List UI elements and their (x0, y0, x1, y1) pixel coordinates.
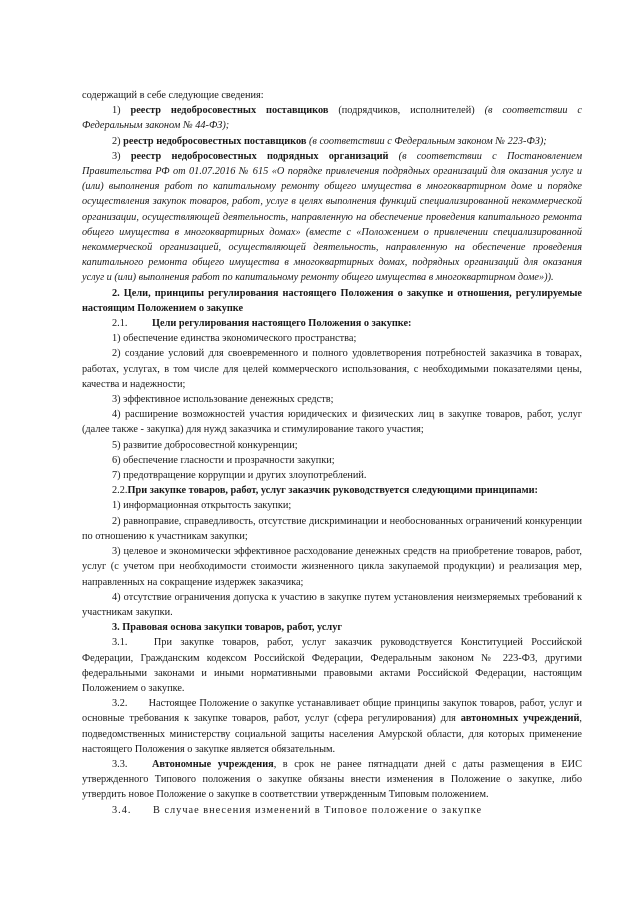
goal-item: 4) расширение возможностей участия юридических и физических лиц в закупке товаров, работ, услуг (далее также - закупка) для нужд заказчика и стимулирование такого участия; (82, 409, 582, 436)
principle-item: 1) информационная открытость закупки; (112, 500, 292, 512)
principle-item: 2) равноправие, справедливость, отсутствие дискриминации и необоснованных ограничений конкуренции по отношению к участникам закупки; (82, 515, 582, 542)
paragraph-3-1: 3.1. При закупке товаров, работ, услуг заказчик руководствуется Конституцией Российской Федерации, Гражданским кодексом Российской Федерации, Федеральным законом № 223-ФЗ, другими федеральными законами и иными нормативными правовыми актами Российской Федерации, настоящим Положением о закупке. (82, 637, 582, 694)
goal-item: 6) обеспечение гласности и прозрачности закупки; (112, 454, 335, 466)
registry-item-3: 3) реестр недобросовестных подрядных организаций (в соответствии с Постановлением Правительства РФ от 01.07.2016 № 615 «О порядке привлечения подрядных организаций для оказания услуг и (или) выполнения работ по капитальному ремонту общего имущества в многоквартирном доме и порядке осуществления закупок товаров, работ, услуг в целях выполнения функций специализированной некоммерческой организации, осуществляющей деятельность, направленную на обеспечение проведения капитального ремонта общего имущества в многоквартирных домах» (вместе с «Положением о привлечении специализированной некоммерческой организацией, осуществляющей деятельность, направленную на обеспечение проведения капитального ремонта общего имущества в многоквартирных домах, подрядных организаций для оказания услуг и (или) выполнения работ по капитальному ремонту общего имущества в многоквартирном доме»)). (82, 150, 583, 284)
paragraph-3-2: 3.2. Настоящее Положение о закупке устанавливает общие принципы закупок товаров, работ, услуг и основные требования к закупке товаров, работ, услуг (сфера регулирования) для автономных учреждений, подведомственных министерству социальной защиты населения Амурской области, для которых применение настоящего Положения о закупке является обязательным. (82, 698, 582, 755)
goal-item: 1) обеспечение единства экономического пространства; (112, 333, 357, 345)
principle-item: 4) отсутствие ограничения допуска к участию в закупке путем установления неизмеряемых требований к участникам закупки. (82, 591, 582, 618)
goal-item: 3) эффективное использование денежных средств; (112, 394, 334, 406)
intro-line: содержащий в себе следующие сведения: (82, 90, 264, 101)
subsection-2-2-heading: 2.2.При закупке товаров, работ, услуг заказчик руководствуется следующими принципами: (112, 485, 538, 497)
goal-item: 2) создание условий для своевременного и полного удовлетворения потребностей заказчика в товарах, работах, услугах, в том числе для целей коммерческого использования, с необходимыми показателями цены, качества и надежности; (82, 348, 582, 390)
goal-item: 7) предотвращение коррупции и других злоупотреблений. (112, 470, 367, 482)
goal-item: 5) развитие добросовестной конкуренции; (112, 439, 298, 451)
paragraph-3-3: 3.3. Автономные учреждения, в срок не ранее пятнадцати дней с даты размещения в ЕИС утвержденного Типового положения о закупке обязаны внести изменения в Положение о закупке, либо утвердить новое Положение о закупке в соответствии утвержденным Типовым положением. (82, 758, 582, 801)
section-2-heading: 2. Цели, принципы регулирования настоящего Положения о закупке и отношения, регулируемые настоящим Положением о закупке (82, 287, 582, 314)
principle-item: 3) целевое и экономически эффективное расходование денежных средств на приобретение товаров, работ, услуг (с учетом при необходимости стоимости жизненного цикла закупаемой продукции) и реализация мер, направленных на сокращение издержек заказчика; (82, 546, 582, 588)
subsection-2-1-heading: 2.1. Цели регулирования настоящего Положения о закупке: (112, 318, 412, 330)
document-page (82, 88, 582, 818)
registry-item-1: 1) реестр недобросовестных поставщиков (подрядчиков, исполнителей) (в соответствии с Федеральным законом № 44-ФЗ); (82, 105, 583, 132)
section-3-heading: 3. Правовая основа закупки товаров, работ, услуг (112, 622, 343, 634)
registry-item-2: 2) реестр недобросовестных поставщиков (в соответствии с Федеральным законом № 223-ФЗ); (112, 135, 547, 147)
paragraph-3-4: 3.4. В случае внесения изменений в Типовое положение о закупке (112, 804, 483, 816)
